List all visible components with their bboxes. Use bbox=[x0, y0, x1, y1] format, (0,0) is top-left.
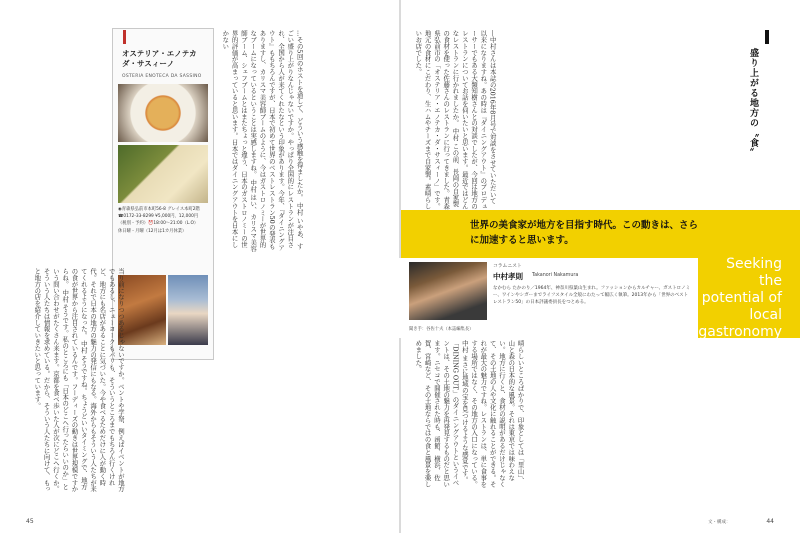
left-body-bottom bbox=[32, 268, 390, 493]
page-number-right: 44 bbox=[766, 518, 774, 525]
cheese-grapes-photo bbox=[118, 145, 208, 203]
shop-holidays: 休日曜・月曜（12月は1カ月休業） bbox=[118, 228, 187, 234]
right-body-top bbox=[413, 30, 737, 210]
red-tab-marker bbox=[123, 30, 126, 44]
left-body-bottom-text: 当り前になりつつあるじゃないですか。ベントや学祭、例えばイベントが地方でもあるし、ニューヨークもパリも、そういうところまでもちろん行くけれど、地方にも名店があることに気づいた。今や食べるためだけに人が動く時代。それで日本の地方の魅力の発信にもなる。海外からもそういう人たちが来てくれるようになった。 中村 そうですね。ちょうどいいタイミングで、地方の食が世界から注目されているんです。フーディーズの動きは世界規模ですからね。 中村 そうです。私のところにも「日本のどこへ行ったらいいのか」という問い合わせがたくさん来ます。京都を食べ歩いた人が次にどこへ行くか。そういう人たちは情報を求めている。だから、そういう人たちに向けて、もっと地方の店を紹介していきたいと思っています。 bbox=[33, 268, 125, 492]
left-body-top bbox=[220, 30, 390, 252]
tagline-line: Seeking bbox=[726, 256, 782, 272]
tagline-line: the bbox=[759, 273, 782, 289]
right-body-bottom bbox=[413, 340, 758, 490]
tagline-line: local bbox=[749, 307, 782, 323]
right-body-top-text: ―中村さんは本誌の2016年8月号で対談をさせていただいて以来になりますね。あの時は『ダイニングアウト』のプロデューサーでもある大類知樹さんとの対談でしたが、今回は地方のレストランについてお話を伺いたいと思います。最近ではどんなレストランに行かれましたか。 中村 この前、長岡の自家製の食材を使った佐藤さんのレストランに行ってきました。青森県弘前市の「オステリア・エノテカ・ダ・サスィーノ」です。地元の食材にこだわり、生ハムやチーズまで自家製。素晴らしいお店でした。 bbox=[414, 30, 497, 210]
shop-name-en: OSTERIA ENOTECA DA SASSINO bbox=[122, 74, 202, 79]
heading-bar bbox=[765, 30, 769, 44]
columnist-bio: なかむら たかのり／1964年、神奈川県葉山生まれ。ファッションからカルチャー、ガストロノミー、ワインやシガーまでライフスタイル全般にわたって幅広く執筆。2013年から「世界のベストレストラン50」の日本評議委員長をつとめる。 bbox=[493, 286, 691, 306]
shop-address: ◉青森県弘前市本町56-8 グレイス本町2階 bbox=[118, 207, 200, 212]
columnist-name: 中村孝則 bbox=[493, 272, 523, 281]
columnist-portrait bbox=[409, 262, 487, 320]
page-number-left: 45 bbox=[26, 518, 34, 525]
pull-quote: 世界の美食家が地方を目指す時代。この動きは、さらに加速すると思います。 bbox=[470, 220, 699, 246]
shop-name: オステリア・エノテカ ダ・サスィーノ bbox=[122, 49, 197, 68]
english-tagline bbox=[672, 256, 782, 341]
right-body-bottom-text: 晴らしいところばかりで、印象としては「里山」、山と森の日本的な風景。それは東京では味わえない。地方に行くと、食材の説明があるだけじゃなくて、その土地の人や文化に触れることができる。それが最大の魅力ですね。レストランは、単に食事をする場所ではなく、その地方の入口になっている。 中村 まさに地域の宝を見つけるような感覚です。「DINING OUT」のダイニングアウトというイベントは、その土地の魅力を再発見するものだと思います。ニセコで開催された時も、函館、横浜、佐賀、宮崎など、その土地ならではの食と風景を楽しめました。 bbox=[414, 340, 525, 488]
pasta-photo bbox=[118, 84, 208, 142]
columnist-tag: コラムニスト bbox=[493, 264, 522, 269]
shop-hours: （税別・予約）⏰18:00〜21:00（L.O） bbox=[118, 221, 199, 227]
shop-details bbox=[118, 206, 210, 235]
interviewer-credit: 聞き手：谷佐十夫（本誌編集長） bbox=[409, 327, 474, 332]
section-heading: 盛り上がる地方の〝食〟 bbox=[748, 48, 758, 158]
left-body-top-text: …その5回のホストを通して、どういう感触を得ましたか。 中村 いやあ、すごい盛り上がりなんじゃないですか。やっぱり全国的にレストランが注目され、全国から人が来てくれたなという印象があります。今年、『ダイニングアウト』ももちろんですが、日本で初めて世界のベストレストラン50の発表もありますし、カリスマ美容師ブームのように、今はガストロノミーが世界的なブームになっているということは実感しますね。 中村 はい、カリスマ美容師ブーム、シェフブームとはまたちょっと違う、日本のガストロノミーの世界的評価が高まっていると思います。日本ではダイニングアウトを日本にしかない bbox=[221, 30, 304, 252]
shop-phone-price: ☎0172-33-8299 ¥5,000円、12,000円 bbox=[118, 214, 199, 220]
columnist-name-en: Takanori Nakamura bbox=[532, 273, 579, 278]
tagline-line: gastronomy bbox=[698, 324, 782, 340]
tagline-line: potential of bbox=[701, 290, 782, 306]
section-label: 文・構成： bbox=[708, 520, 731, 525]
